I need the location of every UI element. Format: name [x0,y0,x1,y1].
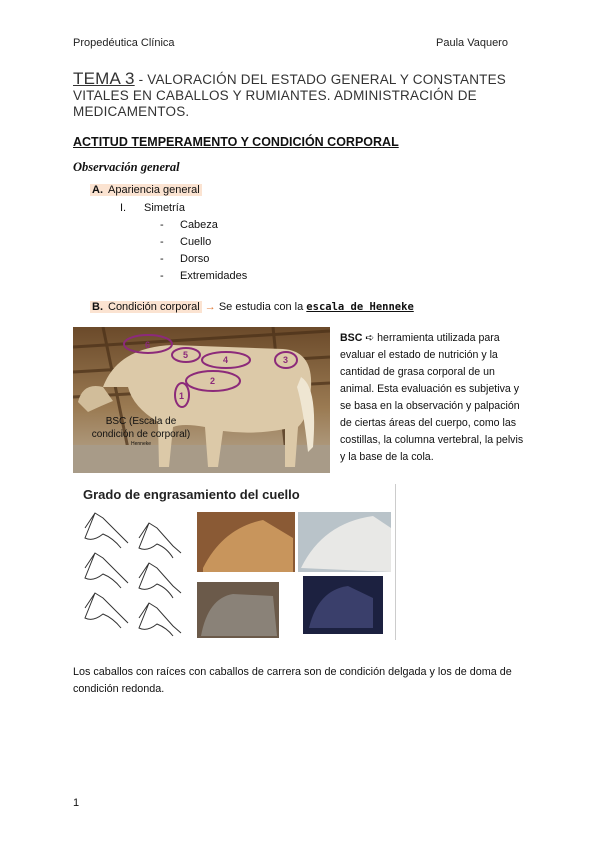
bsc-description [340,330,530,466]
bsc-term: BSC [340,332,363,344]
item-b-marker: B. [92,301,103,313]
horse-bsc-photo [73,327,330,473]
item-a-label: Apariencia general [108,184,200,196]
header-course: Propedéutica Clínica [73,37,175,49]
item-a-sub-marker: I. [120,202,127,214]
horse-illustration [73,327,330,473]
dash-bullet: - [160,270,164,282]
item-b [90,301,414,313]
zone-label: 5 [183,350,189,360]
page-number: 1 [73,797,80,809]
zone-label: 6 [145,340,151,350]
header-author: Paula Vaquero [436,37,508,49]
zone-label: 3 [283,355,289,365]
zone-label: 4 [223,355,229,365]
henneke-link: escala de Henneke [306,301,414,313]
list-item [160,219,218,231]
item-b-label: Condición corporal [108,301,200,313]
item-a-sub [120,202,185,214]
neck-fat-figure [73,484,396,640]
zone-label: 1 [179,391,185,401]
list-item [160,236,211,248]
caption-text: BSC (Escala de condición de corporal) [91,416,191,440]
list-item-label: Cabeza [180,219,218,231]
title-text: - VALORACIÓN DEL ESTADO GENERAL Y CONSTANTES VITALES EN CABALLOS Y RUMIANTES. ADMINISTRACIÓN DE MEDICAMENTOS. [73,72,507,119]
item-a-sub-label: Simetría [144,202,185,214]
item-b-text: Se estudia con la [218,301,307,313]
list-item [160,253,209,265]
photo-caption [91,415,191,447]
title-tema: TEMA 3 [73,69,135,88]
item-a [90,184,202,196]
dash-bullet: - [160,253,164,265]
dash-bullet: - [160,219,164,231]
list-item [160,270,247,282]
neck-fat-illustrations [73,508,395,638]
body-paragraph: Los caballos con raíces con caballos de carrera son de condición delgada y los de doma de condición redonda. [73,666,512,695]
document-title [73,71,543,120]
subsection-heading: Observación general [73,160,180,174]
arrow-icon: ➪ [365,332,375,344]
figure-title: Grado de engrasamiento del cuello [83,487,300,502]
list-item-label: Extremidades [180,270,248,282]
zone-label: 2 [210,376,216,386]
bsc-text: herramienta utilizada para evaluar el estado de nutrición y la cantidad de grasa corporal de un animal. Esta evaluación es subjetiva y se basa en la observación y palpación de ciertas áreas del cuerpo, como las costillas, la columna vertebral, la pelvis y la base de la cola. [340,332,524,463]
section-heading: ACTITUD TEMPERAMENTO Y CONDICIÓN CORPORAL [73,135,399,149]
list-item-label: Dorso [180,253,210,265]
caption-small-text: Henneke [130,441,151,447]
item-a-marker: A. [92,184,103,196]
dash-bullet: - [160,236,164,248]
arrow-icon: → [204,301,216,313]
list-item-label: Cuello [180,236,212,248]
